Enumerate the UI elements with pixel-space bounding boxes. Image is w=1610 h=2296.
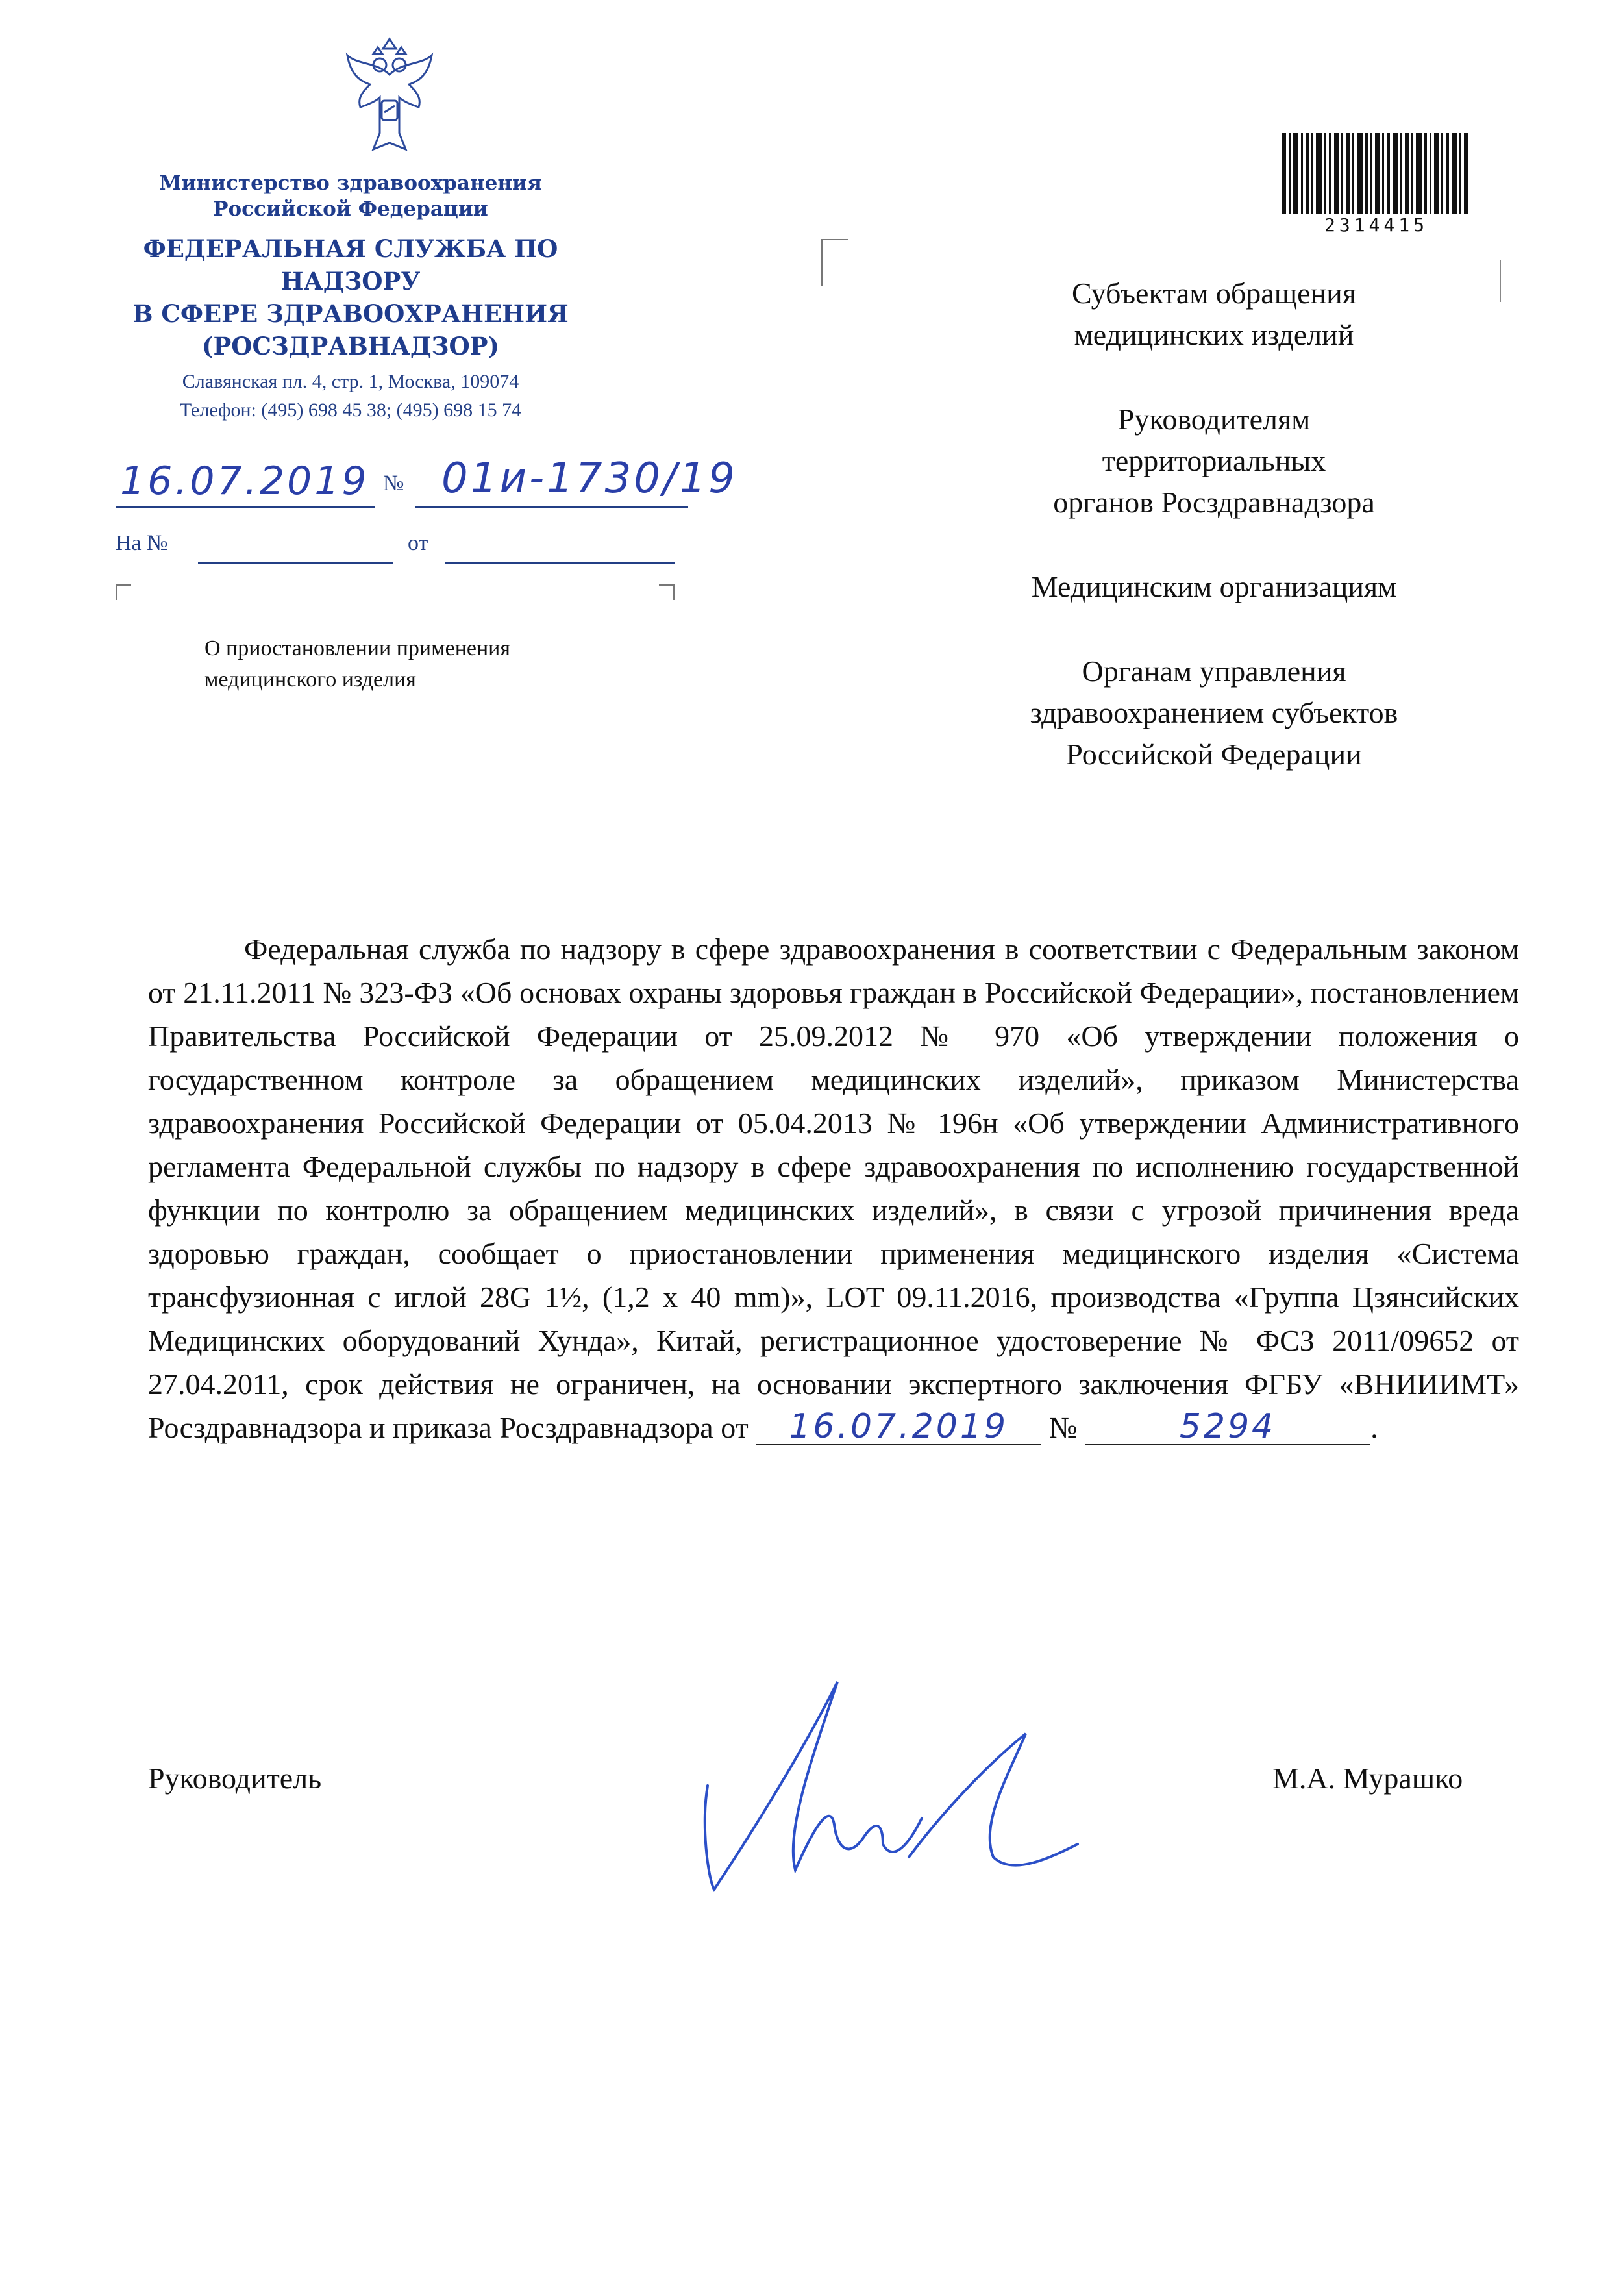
agency-line-3: (РОСЗДРАВНАДЗОР): [201, 332, 500, 360]
outgoing-number-sign: №: [383, 471, 404, 495]
order-number: 5294: [1085, 1409, 1370, 1445]
order-date: 16.07.2019: [756, 1409, 1041, 1445]
agency-name: [91, 232, 610, 362]
body-end: .: [1370, 1411, 1378, 1444]
addressee-line: Медицинским организациям: [1031, 570, 1397, 603]
agency-line-2: В СФЕРЕ ЗДРАВООХРАНЕНИЯ: [132, 299, 569, 328]
ministry-line-2: Российской Федерации: [213, 197, 488, 221]
addressee: [909, 399, 1519, 523]
agency-line-1: ФЕДЕРАЛЬНАЯ СЛУЖБА ПО НАДЗОРУ: [143, 234, 558, 295]
order-number-sign: №: [1048, 1411, 1078, 1444]
signer-name: М.А. Мурашко: [1272, 1762, 1463, 1795]
barcode: [1282, 133, 1470, 214]
addressee: [909, 651, 1519, 775]
addressee-line: территориальных: [1102, 444, 1326, 477]
subject-corner-left: [116, 584, 131, 600]
subject-line-1: О приостановлении применения: [204, 636, 511, 660]
letter-body: [148, 927, 1519, 1449]
addressee: [909, 273, 1519, 356]
addressee-line: Российской Федерации: [1066, 738, 1362, 771]
subject-line-2: медицинского изделия: [204, 668, 416, 692]
address-street: Славянская пл. 4, стр. 1, Москва, 109074: [182, 371, 519, 392]
address-phone: Телефон: (495) 698 45 38; (495) 698 15 74: [179, 399, 522, 421]
barcode-number: 2314415: [1324, 214, 1428, 236]
ministry-name: [117, 170, 584, 222]
subject-corner-right: [659, 584, 675, 600]
addressee: [909, 566, 1519, 608]
outgoing-number: 01и-1730/19: [441, 455, 737, 503]
addressee-line: органов Росздравнадзора: [1053, 486, 1375, 519]
subject: [204, 633, 672, 695]
body-text: Федеральная служба по надзору в сфере здравоохранения в соответствии с Федеральным законом от 21.11.2011 № 323-ФЗ «Об основах охраны здоровья граждан в Российской Федерации», постановлением Правительства Российской Федерации от 25.09.2012 № 970 «Об утверждении положения о государственном контроле за обращением медицинских изделий», приказом Министерства здравоохранения Российской Федерации от 05.04.2013 № 196н «Об утверждении Административного регламента Федеральной службы по надзору в сфере здравоохранения по исполнению государственной функции по контролю за обращением медицинских изделий», в связи с угрозой причинения вреда здоровью граждан, сообщает о приостановлении применения медицинского изделия «Система трансфузионная с иглой 28G 1½, (1,2 x 40 mm)», LOT 09.11.2016, производства «Группа Цзянсийских Медицинских оборудований Хунда», Китай, регистрационное удостоверение № ФСЗ 2011/09652 от 27.04.2011, срок действия не ограничен, на основании экспертного заключения ФГБУ «ВНИИИМТ» Росздравнадзора и приказа Росздравнадзора от: [148, 932, 1519, 1444]
reply-from-label: от: [408, 531, 428, 555]
addressee-line: Органам управления: [1082, 655, 1346, 688]
agency-address: [117, 368, 584, 425]
outgoing-date: 16.07.2019: [120, 458, 369, 504]
emblem-icon: [338, 36, 441, 166]
ministry-line-1: Министерство здравоохранения: [159, 171, 542, 195]
handwritten-signature: [688, 1662, 1104, 1909]
addressee-list: [909, 273, 1519, 818]
addressee-line: Руководителям: [1117, 403, 1311, 436]
reply-number-label: На №: [116, 531, 168, 555]
signer-role: Руководитель: [148, 1762, 322, 1795]
addressee-corner-left: [821, 239, 848, 286]
addressee-line: здравоохранением субъектов: [1030, 696, 1398, 729]
addressee-line: медицинских изделий: [1074, 318, 1354, 351]
addressee-line: Субъектам обращения: [1072, 277, 1356, 310]
